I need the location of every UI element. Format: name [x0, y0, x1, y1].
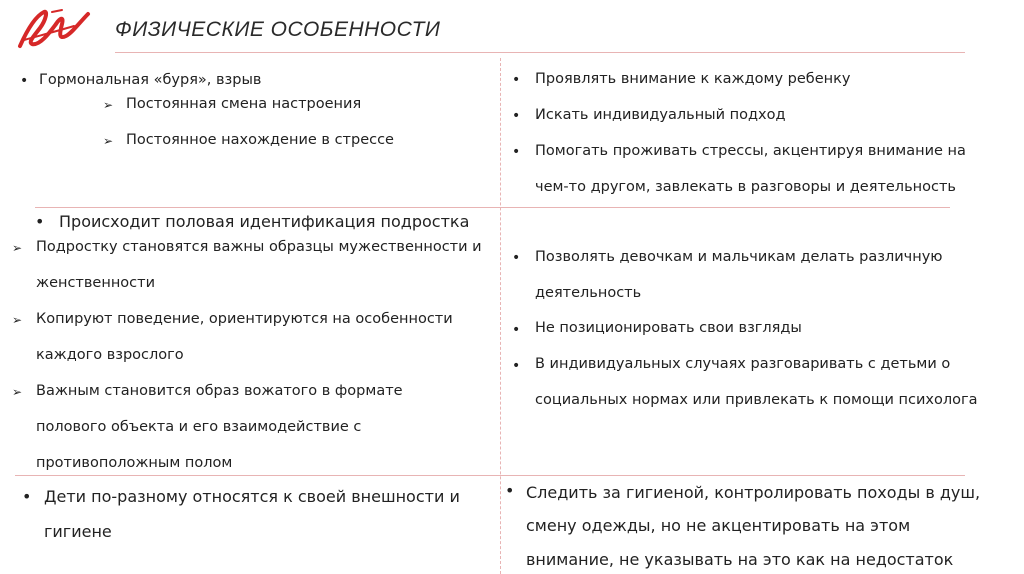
- red-signature-logo: [14, 6, 96, 52]
- left-s3-line: Дети по-разному относятся к своей внешности и: [44, 487, 460, 506]
- left-s3-line: гигиене: [44, 522, 112, 541]
- left-s1-bullet: Гормональная «буря», взрыв: [39, 72, 262, 88]
- left-s2-subitem-line: каждого взрослого: [36, 347, 184, 363]
- arrow-bullet-icon: ➢: [103, 134, 114, 148]
- arrow-bullet-icon: ➢: [103, 98, 114, 112]
- left-s2-subitem-line: Подростку становятся важны образцы мужественности и: [36, 239, 482, 255]
- right-s2-item-line: Позволять девочкам и мальчикам делать различную: [535, 249, 943, 265]
- bullet-icon: •: [35, 212, 45, 231]
- arrow-bullet-icon: ➢: [12, 241, 23, 255]
- right-s1-item: Искать индивидуальный подход: [535, 107, 786, 123]
- arrow-bullet-icon: ➢: [12, 385, 23, 399]
- row-divider-2: [15, 475, 965, 476]
- bullet-icon: •: [505, 481, 515, 500]
- right-s2-item-line: В индивидуальных случаях разговаривать с детьми о: [535, 356, 951, 372]
- right-s2-item-line: социальных нормах или привлекать к помощи психолога: [535, 392, 978, 408]
- bullet-icon: •: [20, 73, 29, 89]
- right-s1-item-line: чем-то другом, завлекать в разговоры и деятельность: [535, 179, 956, 195]
- bullet-icon: •: [22, 487, 32, 506]
- left-s2-subitem-line: Копируют поведение, ориентируются на особенности: [36, 311, 453, 327]
- bullet-icon: •: [512, 108, 521, 124]
- bullet-icon: •: [512, 358, 521, 374]
- row-divider-1: [35, 207, 950, 208]
- left-s2-subitem-line: противоположным полом: [36, 455, 233, 471]
- title-divider: [115, 52, 965, 53]
- right-s3-line: смену одежды, но не акцентировать на этом: [526, 516, 911, 535]
- right-s2-item-line: деятельность: [535, 285, 642, 301]
- left-s2-subitem-line: Важным становится образ вожатого в формате: [36, 383, 403, 399]
- left-s1-subitem: Постоянная смена настроения: [126, 96, 362, 112]
- column-divider: [500, 58, 501, 574]
- left-s2-bullet: Происходит половая идентификация подростка: [59, 212, 470, 231]
- left-s2-subitem-line: полового объекта и его взаимодействие с: [36, 419, 362, 435]
- right-s3-line: внимание, не указывать на это как на недостаток: [526, 550, 954, 569]
- arrow-bullet-icon: ➢: [12, 313, 23, 327]
- right-s1-item-line: Помогать проживать стрессы, акцентируя внимание на: [535, 143, 966, 159]
- right-s2-item: Не позиционировать свои взгляды: [535, 320, 802, 336]
- right-s3-line: Следить за гигиеной, контролировать походы в душ,: [526, 483, 981, 502]
- left-s2-subitem-line: женственности: [36, 275, 156, 291]
- left-s1-subitem: Постоянное нахождение в стрессе: [126, 132, 394, 148]
- right-s1-item: Проявлять внимание к каждому ребенку: [535, 71, 851, 87]
- bullet-icon: •: [512, 322, 521, 338]
- bullet-icon: •: [512, 250, 521, 266]
- page-title: ФИЗИЧЕСКИЕ ОСОБЕННОСТИ: [115, 18, 441, 41]
- bullet-icon: •: [512, 144, 521, 160]
- bullet-icon: •: [512, 72, 521, 88]
